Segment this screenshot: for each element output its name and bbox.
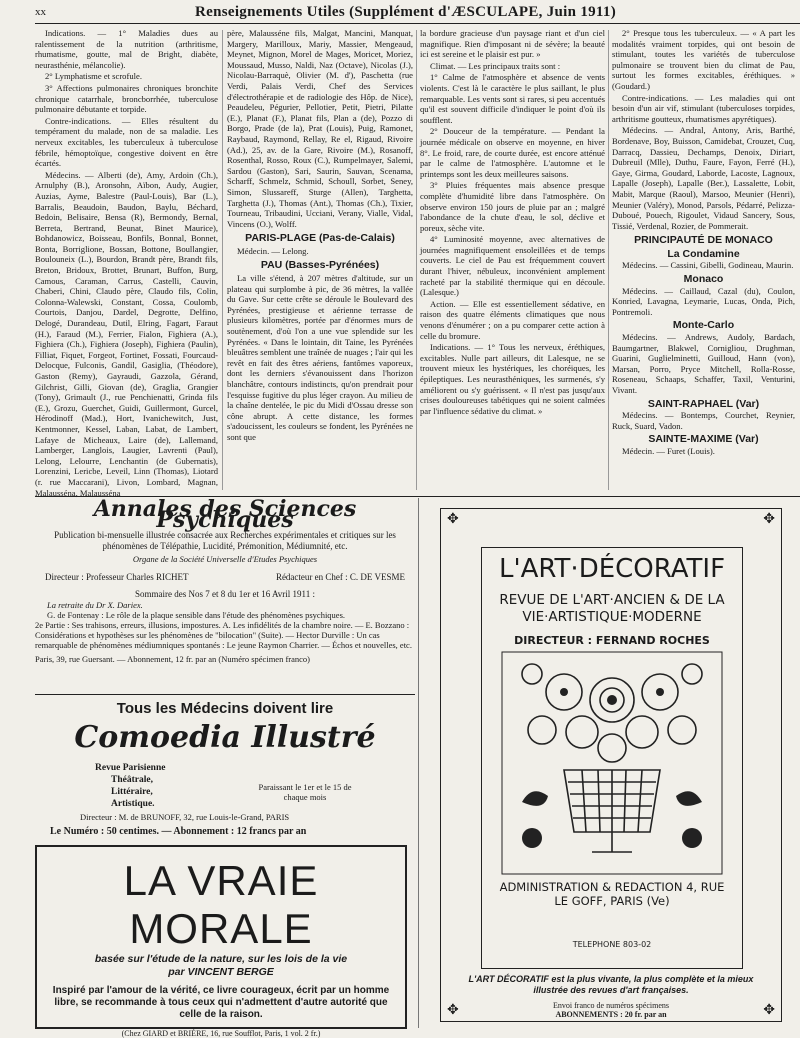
- medecins-list: Médecins. — Alberti (de), Amy, Ardoin (Ch.), Arnulphy (B.), Aronsohn, Aïbon, Audy, Augier, Auzias, Ayme, Balestre (Paul-Louis), Bar (L.), Barralis, Beaudoin, Baudon, Baylu, Béchard, Bedoin, Belisaire, Bensa (R), Bermondy, Bernal, Berreta, Bertrand, Beunat, Binet Maurice), Bohdanowicz, Boisseau, Bonfils, Bonnal, Bonnet, Bonta, Borriglione, Bossan, Bottone, Boullangier, Boulouneix (L.), Bourdon, Brandt père, Brandt fils, Breton, Bridoux, Brottet, Brunart, Buffon, Burg, Camous, Caraman, Carrus, Castelli, Cauvin, Chaberi, Chini, Claudo père, Claudo fils, Colin, Colonna-Walewski, Constant, Cossa, Coulomb, Courtois, Danjou, Dardel, Degrotte, Delfino, Delogé, Durandeau, Dutil, Elring, Fagart, Faraut (H.), Faraud (M.), Ferrier, Fialon, Fighiera (A.), Fighiera (Ch.), Fighiera (Joseph), Fighiera (Paulin), Filliat, Fiquet, Forgeot, Fortinet, Fossati, Fourcaud-Delocque, Fulconis, Gandil, Gasiglia, (Théodore), Gaston (Remy), Gayraudi, Gazzola, Gérand, Gilchrist, Gilli, Giovan (de), Graglia, Grangier (Tony), Grimault (J., rue Penchienatti, Grinda fils (E.), Grozu, Guerchet, Guidi, Guillermont, Gurcel, Hérodinoff (Mad.), Hort, Ivanichewitch, Just, Kentmonner, Kessel, Laban, Labat, de Lambert, Lafaye de Micheaux, Laire (de), Lallemand, Lamberger, Langlois, Laugier, Lavrenti (Paul), Lelong, Lelourre, Lenchantin (de Gubernatis), Lorenzini, Lericbe, Leveil, Linn (Thomas), Liotard (r. rue Maccarani), Livon, Lombard, Magnan, Malausséna, Malausséna: [35, 169, 218, 498]
- corner-ornament-icon: ✥: [447, 1003, 459, 1018]
- contre-indications-pau: Contre-indications. — Les maladies qui ont besoin d'un air vif, stimulant (tuberculoses torpides, arthritisme goutteux, rhumatismes apyrétiques).: [612, 92, 795, 124]
- medecins-monaco: Médecins. — Caillaud, Cazal (du), Coulon, Konried, Lavagna, Leymarie, Lucas, Onda, Pich, Pontremoli.: [612, 285, 795, 317]
- art-decoratif-advert: [440, 508, 782, 1022]
- comoedia-desc-1: Revue Parisienne: [95, 763, 166, 773]
- morale-body: Inspiré par l'amour de la vérité, ce livre courageux, écrit par un homme libre, se recommande à tous ceux qui n'admettent d'autre autorité que celle de la raison.: [52, 985, 390, 1020]
- medecins-monte-carlo: Médecins. — Andrews, Audoly, Bardach, Baumgartner, Blakwel, Cornigliou, Drughman, Guarini, Guglielminetti, Guilloud, Hann (von), Marsan, Porro, Pryce Mitchell, Rolla-Rosse, Roseneau, Schaaps, Schaffer, Taxil, Venturini, Vivant.: [612, 332, 795, 395]
- medecins-pau: Médecins. — Andral, Antony, Aris, Barthé, Bordenave, Boy, Buisson, Camidebat, Crouzet, Cuq, Darracq, Dassieu, Dechamps, Denoix, Diriart, Dubreuil (Mlle), Duthu, Faure, Fayon, Ferré (H.), Gaye, Girma, Goudard, Laborde, Lacoste, Lagnoux, Lapalle (Joseph), Lapalle (Ber.), Lassalette, Lobit, Mabit, Marque (Raoul), Marsoo, Meunier (Henri), Meunier (Valéry), Monod, Parsols, Pédarré, Pelizza-Duboué, Pouech, Rigoulet, Vidaud Sancery, Sous, Tissié, Verdenal, Rozier, de Pommerait.: [612, 125, 795, 231]
- paris-plage-medecin: Médecin. — Lelong.: [237, 245, 309, 256]
- art-address: ADMINISTRATION & REDACTION 4, RUE LE GOFF, PARIS (Ve): [499, 880, 725, 908]
- comoedia-desc-2: Théâtrale,: [111, 775, 153, 785]
- annales-editor: Rédacteur en Chef : C. DE VESME: [275, 572, 405, 582]
- column-2: [227, 28, 413, 490]
- section-heading-monaco: PRINCIPAUTÉ DE MONACO: [634, 234, 773, 247]
- annales-summary-3: 2e Partie : Ses trahisons, erreurs, illusions, impostures. A. Les infidélités de la chambre noire. — E. Bozzano : Considérations et hypothèses sur les phénomènes de "bilocation" (Suite). — Hector Durville : Un cas remarquable de phénomènes médiumniques spontanés : Le jeune Raymon Charrier. — Échos et nouvelles, etc.: [35, 620, 412, 650]
- corner-ornament-icon: ✥: [763, 512, 775, 527]
- subheading-monaco: Monaco: [683, 273, 724, 286]
- ads-divider: [418, 498, 419, 1028]
- section-heading-paris-plage: PARIS-PLAGE (Pas-de-Calais): [245, 232, 395, 245]
- art-title: L'ART·DÉCORATIF: [498, 554, 726, 584]
- medecin-sainte-maxime: Médecin. — Furet (Louis).: [622, 445, 715, 456]
- flower-basket-illustration: [502, 652, 722, 874]
- climat-point-1: 1° Calme de l'atmosphère et absence de vents violents. C'est là le caractère le plus saillant, le plus remarquable. Les vents sont si rares, si peu accentués qu'il est souvent difficile d'indiquer le point d'où ils soufflent.: [420, 72, 605, 125]
- page-number: xx: [35, 6, 46, 18]
- tuberculeux-paragraph: 2° Presque tous les tuberculeux. — « A part les modalités vraiment torpides, qui ont besoin de stimulant, toutes les variétés de tuberculose pulmonaire se trouvent bien du climat de Pau, surtout les formes excitables, éréthiques. » (Goudard.): [612, 28, 795, 91]
- action-paragraph: Action. — Elle est essentiellement sédative, en raison des quatre éléments climatiques que nous venons d'énumérer ; on a pu comparer cette action à celle du bromure.: [420, 298, 605, 341]
- comoedia-director: Directeur : M. de BRUNOFF, 32, rue Louis-le-Grand, PARIS: [80, 812, 290, 822]
- art-price: ABONNEMENTS : 20 fr. par an: [555, 1010, 667, 1019]
- column-4: [612, 28, 795, 490]
- vraie-morale-advert: [35, 845, 407, 1038]
- medecins-condamine: Médecins. — Cassini, Gibelli, Godineau, Maurin.: [622, 260, 794, 271]
- indications-paragraph: Indications. — 1° Maladies dues au ralentissement de la nutrition (arthritisme, rhumatisme, goutte, mal de Bright, diabète, neurasthénie, mélancolie).: [35, 28, 218, 70]
- pau-description: La ville s'étend, à 207 mètres d'altitude, sur un plateau qui surplombe à pic, de 36 mètres, la vallée du Gave. Sur cette crête se déroule le Boulevard des Pyrénées, prestigieuse et aérienne terrasse de plusieurs kilomètres, portée par d'énormes murs de soutènement, d'où l'on a une vue splendide sur les Pyrénées. « Dans le lointain, dit Taine, les Pyrénées bleuâtres semblent une traînée de nuages ; l'air qui les revêt en fait des êtres aériens, fantômes vaporeux, dont les derniers s'évanouissent dans l'horizon blanchâtre, contours indistincts, qu'on prendrait pour l'esquisse fugitive du plus léger crayon. Au milieu de la chaîne dentelée, le pic du Midi d'Ossau dresse son cône abrupt. A cette distance, les formes s'adoucissent, les couleurs se fondent, les Pyrénées ne sont que: [227, 273, 413, 442]
- climat-heading: Climat. — Les principaux traits sont :: [430, 60, 561, 71]
- art-director: DIRECTEUR : FERNAND ROCHES: [514, 634, 710, 647]
- art-blurb: L'ART DÉCORATIF est la plus vivante, la plus complète et la mieux illustrée des revues d'art françaises.: [468, 974, 754, 995]
- climat-point-2: 2° Douceur de la température. — Pendant la journée médicale on observe en moyenne, en hiver 8°. Le froid, rare, de courte durée, est encore atténué par le calme de l'atmosphère. L'automne et le printemps sont les deux meilleures saisons.: [420, 126, 605, 179]
- medecins-saint-raphael: Médecins. — Bontemps, Courchet, Reynier, Ruck, Suard, Vadon.: [612, 410, 795, 431]
- column-divider: [222, 30, 223, 490]
- column-1: [35, 28, 218, 498]
- annales-advert: [35, 496, 415, 690]
- indications-pau-paragraph: Indications. — 1° Tous les nerveux, éréthiques, excitables. Nulle part ailleurs, dit Lalesque, ne se trouvent mieux les hystériques, les choréiques, les épileptiques. Les neurasthéniques, les surmenés, s'y améliorent ou s'y guérissent. « Il n'est pas jusqu'aux crises douloureuses tabétiques qui ne soient calmées par l'influence sédative du climat. »: [420, 342, 605, 416]
- page-title: Renseignements Utiles (Supplément d'ÆSCULAPE, Juin 1911): [195, 4, 617, 20]
- art-subtitle: REVUE DE L'ART·ANCIEN & DE LA VIE·ARTISTIQUE·MODERNE: [499, 592, 725, 625]
- comoedia-desc-3: Littéraire,: [111, 787, 153, 797]
- morale-footer: (Chez GIARD et BRIÈRE, 16, rue Soufflot, Paris, 1 vol. 2 fr.): [121, 1029, 321, 1038]
- annales-summary-1: La retraite du Dr X. Dariex.: [47, 600, 143, 610]
- subheading-condamine: La Condamine: [667, 247, 740, 260]
- comoedia-title: Comoedia Illustré: [74, 720, 376, 755]
- running-header: [35, 4, 800, 22]
- morale-title: LA VRAIE MORALE: [123, 857, 319, 952]
- contre-indications-paragraph: Contre-indications. — Elles résultent du tempérament du malade, non de sa maladie. Les nerveux excitables, les tuberculeux à tuberculose fébrile, hémoptoïque, congestive doivent en être écartés.: [35, 115, 218, 169]
- subheading-sainte-maxime: SAINTE-MAXIME (Var): [648, 433, 759, 446]
- divider: [35, 694, 415, 695]
- annales-description: Publication bi-mensuelle illustrée consacrée aux Recherches expérimentales et critiques sur les phénomènes de Télépathie, Lucidité, Prémonition, Médiumnité, etc.: [54, 530, 396, 551]
- comoedia-headline: Tous les Médecins doivent lire: [116, 700, 334, 717]
- comoedia-description: [95, 762, 165, 810]
- annales-address: Paris, 39, rue Guersant. — Abonnement, 12 fr. par an (Numéro spécimen franco): [35, 654, 310, 664]
- art-phone: TELEPHONE 803-02: [572, 940, 652, 949]
- morale-subtitle: basée sur l'étude de la nature, sur les lois de la vie: [94, 953, 348, 965]
- comoedia-parution: Paraissant le 1er et le 15 de chaque mois: [258, 782, 352, 802]
- climat-point-4: 4° Luminosité moyenne, avec alternatives de journées magnifiquement ensoleillées et de temps couverts. Le ciel de Pau est fréquemment couvert durant l'hiver, nébuleux, inconvénient amplement racheté par la stabilité thermique qui en découle. (Lalesque.): [420, 234, 605, 298]
- medecins-list-continued: père, Malausséne fils, Malgat, Mancini, Manquat, Margery, Marilloux, Mariy, Massier, Mengeaud, Meynet, Mignon, Morel de Mages, Moricet, Moriez, Moussaud, Musso, Naldi, Naz (Octave), Nicolas (J.), Nicolau-Barraquè, Olivier (M. d'), Paschetta (rue Verdi, Palais Verdi, Chef des Services d'électrothérapie et de radiologie des Hôp. de Nice), Peaudeleu, Pégurier, Pellotier, Petit, Pietri, Pilatte (E.), Planat (F.), Planat fils, Plan a (de), Pozzo di Borgo, Prade (de la), Prat (Louis), Puig, Ramonet, Raybaud, Raymond, Rellay, Re el, Rigaud, Rivoire (Ad.), 25, av. de la Gare, Rivoire (M.), Rosanoff, Rosenthal, Rosso, Roux (C.), Rumpelmayer, Salemi, Sardou (Gaston), Sari, Saurin, Sauvan, Scenama, Scharff, Schmelz, Schmid, Schoull, Sorbet, Seney, Simon, Slussareff, Sturge (Allen), Targhetta, Targhetta (J.), Thomas (Ant.), Thomas (Ch.), Tixier, Tourneau, Tribaudini, Ucciani, Verany, Vialle, Vidal, Vincens (O.), Wolff.: [227, 28, 413, 229]
- annales-summary-title: Sommaire des Nos 7 et 8 du 1er et 16 Avril 1911 :: [135, 589, 315, 599]
- art-offer: Envoi franco de numéros spécimens: [553, 1001, 669, 1010]
- corner-ornament-icon: ✥: [763, 1003, 775, 1018]
- comoedia-desc-4: Artistique.: [111, 799, 155, 809]
- section-heading-pau: PAU (Basses-Pyrénées): [260, 259, 380, 272]
- comoedia-prices: Le Numéro : 50 centimes. — Abonnement : 12 francs par an: [50, 826, 307, 837]
- affections-paragraph: 3° Affections pulmonaires chroniques bronchite chronique catarrhale, broncborrhée, tuberculose pulmonaire débutante et torpide.: [35, 82, 218, 115]
- column-divider: [416, 30, 417, 490]
- header-rule: [35, 23, 800, 24]
- annales-summary-2: G. de Fontenay : Le rôle de la plaque sensible dans l'étude des phénomènes psychiques.: [47, 610, 346, 620]
- subheading-saint-raphael: SAINT-RAPHAEL (Var): [647, 397, 760, 410]
- corner-ornament-icon: ✥: [447, 512, 459, 527]
- column-3: [420, 28, 605, 490]
- annales-title: Annales des Sciences Psychiques: [93, 496, 357, 533]
- lymphatisme-paragraph: 2° Lymphatisme et scrofule.: [45, 71, 142, 82]
- pau-description-continued: la bordure gracieuse d'un paysage riant et d'un ciel magnifique. Rien d'imposant ni de sévère; la beauté ici est sereine et le plaisir est pur. »: [420, 28, 605, 60]
- climat-point-3: 3° Pluies fréquentes mais absence presque complète d'humidité libre dans l'atmosphère. On observe environ 150 jours de pluie par an ; malgré l'abondance de la chute d'eau, le sol, déclive et poreux, sèche vite.: [420, 180, 605, 233]
- morale-author: par VINCENT BERGE: [168, 966, 274, 978]
- comoedia-advert: [35, 700, 415, 840]
- column-divider: [608, 30, 609, 490]
- annales-director: Directeur : Professeur Charles RICHET: [45, 572, 189, 582]
- art-decoratif-frame: [481, 547, 743, 969]
- annales-organ: Organe de la Société Universelle d'Etudes Psychiques: [132, 554, 318, 564]
- subheading-monte-carlo: Monte-Carlo: [672, 319, 735, 332]
